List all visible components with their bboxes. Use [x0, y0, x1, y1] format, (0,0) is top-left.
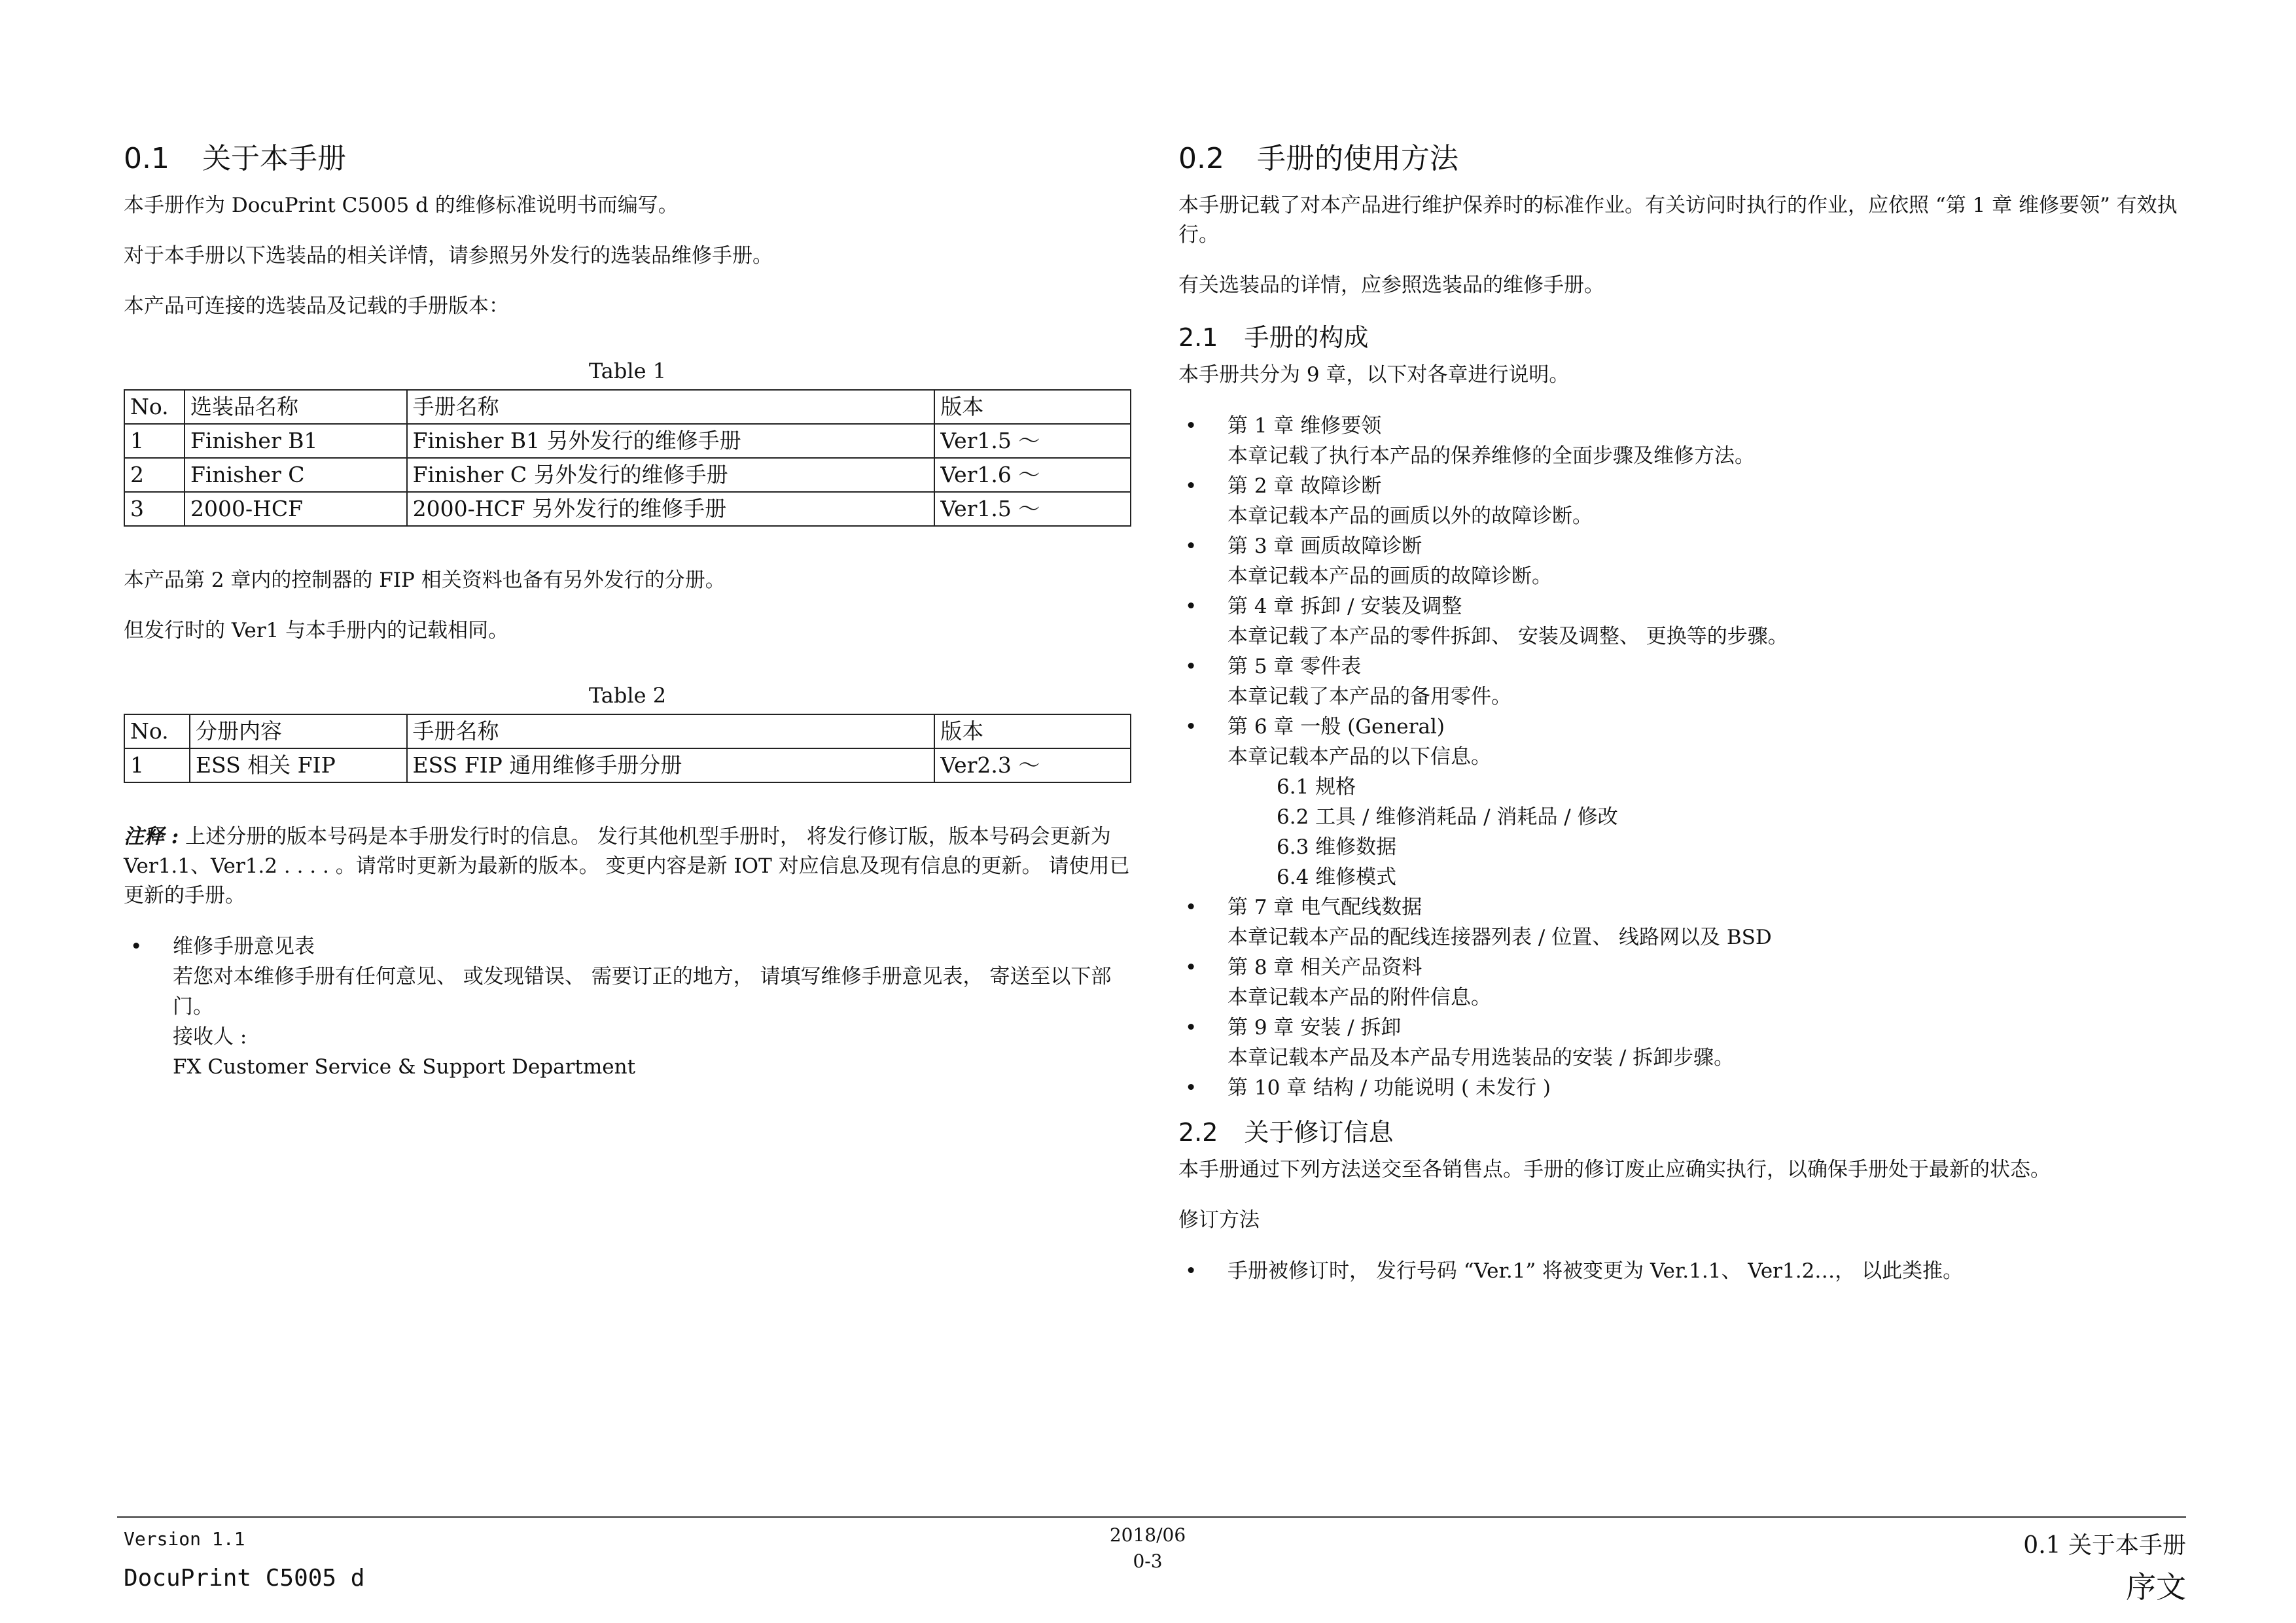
- table-cell: 1: [124, 748, 190, 782]
- feedback-text: 若您对本维修手册有任何意见、 或发现错误、 需要订正的地方， 请填写维修手册意见表， 寄送至以下部门。: [173, 965, 1112, 1019]
- table-header-cell: 分册内容: [190, 714, 407, 748]
- table-row: [124, 492, 1131, 526]
- table-cell: Ver1.6 ～: [934, 458, 1131, 492]
- subsection-heading-2-1: 2.1 手册的构成: [1178, 323, 1369, 352]
- table-cell: ESS FIP 通用维修手册分册: [407, 748, 935, 782]
- table-header-cell: No.: [124, 714, 190, 748]
- table-cell: Finisher C: [185, 458, 407, 492]
- feedback-title: 维修手册意见表: [173, 935, 315, 958]
- chapter-desc: 本章记载了本产品的零件拆卸、 安装及调整、 更换等的步骤。: [1227, 625, 1788, 648]
- paragraph: 本产品第 2 章内的控制器的 FIP 相关资料也备有另外发行的分册。: [124, 568, 726, 592]
- paragraph: 对于本手册以下选装品的相关详情，请参照另外发行的选装品维修手册。: [124, 244, 773, 268]
- table-header-cell: 选装品名称: [185, 390, 407, 424]
- chapter-title: 第 3 章 画质故障诊断: [1227, 534, 1422, 558]
- recipient-label: 接收人 :: [173, 1025, 247, 1049]
- bullet-icon: •: [1185, 1259, 1197, 1283]
- footer-chapter: 序文: [2126, 1569, 2186, 1605]
- chapter-title: 第 5 章 零件表: [1227, 655, 1362, 678]
- table-cell: 2000-HCF 另外发行的维修手册: [407, 492, 935, 526]
- list-item: [1178, 1013, 2186, 1073]
- table-cell: Ver1.5 ～: [934, 424, 1131, 458]
- table-cell: Finisher C 另外发行的维修手册: [407, 458, 935, 492]
- bullet-icon: •: [1185, 1016, 1197, 1039]
- list-item: [1178, 892, 2186, 952]
- table-cell: 2000-HCF: [185, 492, 407, 526]
- footer-divider: [117, 1516, 2186, 1518]
- list-item: [1178, 591, 2186, 652]
- list-item: [1178, 712, 2186, 892]
- paragraph: 本产品可连接的选装品及记载的手册版本：: [124, 294, 509, 318]
- chapter-desc: 本章记载本产品的配线连接器列表 / 位置、 线路网以及 BSD: [1227, 926, 1772, 949]
- paragraph: 本手册通过下列方法送交至各销售点。手册的修订废止应确实执行，以确保手册处于最新的状态。: [1178, 1158, 2051, 1181]
- table-2-caption: Table 2: [588, 683, 667, 708]
- list-item: [1178, 411, 2186, 471]
- bullet-icon: •: [1185, 534, 1197, 558]
- table-row: [124, 748, 1131, 782]
- table-header-cell: 手册名称: [407, 390, 935, 424]
- table-cell: Finisher B1: [185, 424, 407, 458]
- table-cell: ESS 相关 FIP: [190, 748, 407, 782]
- bullet-icon: •: [130, 935, 143, 958]
- chapter-desc: 本章记载本产品的画质以外的故障诊断。: [1227, 504, 1593, 528]
- table-cell: 3: [124, 492, 185, 526]
- table-header-row: [124, 714, 1131, 748]
- revision-list: [1178, 1256, 2186, 1286]
- chapter-desc: 本章记载本产品的附件信息。: [1227, 986, 1491, 1009]
- table-row: [124, 424, 1131, 458]
- chapter-6-subitem: 6.2 工具 / 维修消耗品 / 消耗品 / 修改: [1277, 805, 1618, 829]
- feedback-list: [124, 932, 1131, 1082]
- footer-section: 0.1 关于本手册: [2023, 1532, 2186, 1559]
- paragraph: 但发行时的 Ver1 与本手册内的记载相同。: [124, 619, 509, 642]
- chapter-title: 第 10 章 结构 / 功能说明 ( 未发行 ): [1227, 1076, 1551, 1100]
- list-item: [124, 932, 1131, 1082]
- subsection-heading-2-2: 2.2 关于修订信息: [1178, 1118, 1394, 1147]
- table-cell: Ver2.3 ～: [934, 748, 1131, 782]
- chapter-title: 第 7 章 电气配线数据: [1227, 896, 1422, 919]
- paragraph: 本手册记载了对本产品进行维护保养时的标准作业。有关访问时执行的作业，应依照 “第 1 章 维修要领” 有效执行。: [1178, 194, 2178, 247]
- note: [124, 822, 1131, 911]
- chapter-6-subitem: 6.4 维修模式: [1277, 865, 1397, 889]
- chapter-title: 第 6 章 一般 (General): [1227, 715, 1445, 739]
- bullet-icon: •: [1185, 1076, 1197, 1100]
- section-heading-0-1: 0.1 关于本手册: [124, 142, 346, 175]
- table-header-cell: No.: [124, 390, 185, 424]
- chapter-title: 第 9 章 安装 / 拆卸: [1227, 1016, 1402, 1039]
- bullet-icon: •: [1185, 595, 1197, 618]
- chapter-title: 第 1 章 维修要领: [1227, 414, 1382, 438]
- chapter-title: 第 4 章 拆卸 / 安装及调整: [1227, 595, 1462, 618]
- table-header-cell: 版本: [934, 714, 1131, 748]
- right-column: [1178, 140, 2186, 1299]
- list-item: [1178, 531, 2186, 591]
- list-item: [1178, 471, 2186, 531]
- bullet-icon: •: [1185, 956, 1197, 979]
- table-header-cell: 版本: [934, 390, 1131, 424]
- recipient: FX Customer Service & Support Department: [173, 1055, 636, 1079]
- list-item: [1178, 652, 2186, 712]
- table-cell: 1: [124, 424, 185, 458]
- paragraph: 修订方法: [1178, 1208, 1260, 1232]
- bullet-icon: •: [1185, 896, 1197, 919]
- bullet-icon: •: [1185, 474, 1197, 498]
- table-cell: Finisher B1 另外发行的维修手册: [407, 424, 935, 458]
- left-column: [124, 140, 1131, 1095]
- chapter-title: 第 8 章 相关产品资料: [1227, 956, 1422, 979]
- list-item: [1178, 1256, 2186, 1286]
- table-2: [124, 714, 1131, 783]
- chapter-6-subitem: 6.1 规格: [1277, 775, 1356, 799]
- section-heading-0-2: 0.2 手册的使用方法: [1178, 142, 1458, 175]
- revision-text: 手册被修订时， 发行号码 “Ver.1” 将被变更为 Ver.1.1、 Ver1.2…， 以此类推。: [1227, 1259, 1964, 1283]
- chapter-desc: 本章记载本产品的以下信息。: [1227, 745, 1491, 769]
- bullet-icon: •: [1185, 715, 1197, 739]
- footer-version: Version 1.1: [124, 1528, 245, 1550]
- chapter-6-subitem: 6.3 维修数据: [1277, 835, 1397, 859]
- table-cell: Ver1.5 ～: [934, 492, 1131, 526]
- footer-page-number: 0-3: [1133, 1550, 1163, 1572]
- chapter-list: [1178, 411, 2186, 1103]
- bullet-icon: •: [1185, 655, 1197, 678]
- table-cell: 2: [124, 458, 185, 492]
- list-item: [1178, 1073, 2186, 1103]
- table-1: [124, 389, 1131, 527]
- paragraph: 本手册共分为 9 章，以下对各章进行说明。: [1178, 363, 1570, 387]
- chapter-desc: 本章记载了执行本产品的保养维修的全面步骤及维修方法。: [1227, 444, 1755, 468]
- table-1-caption: Table 1: [588, 358, 667, 383]
- table-row: [124, 458, 1131, 492]
- chapter-title: 第 2 章 故障诊断: [1227, 474, 1382, 498]
- paragraph: 有关选装品的详情，应参照选装品的维修手册。: [1178, 273, 1604, 297]
- paragraph: 本手册作为 DocuPrint C5005 d 的维修标准说明书而编写。: [124, 194, 679, 217]
- footer-date: 2018/06: [1109, 1524, 1186, 1546]
- table-header-row: [124, 390, 1131, 424]
- note-label: 注释 :: [124, 825, 179, 848]
- list-item: [1178, 952, 2186, 1013]
- note-text: 上述分册的版本号码是本手册发行时的信息。 发行其他机型手册时， 将发行修订版，版本号码会更新为 Ver1.1、Ver1.2 . . . . 。请常时更新为最新的版本。 变更内容是新 IOT 对应信息及现有信息的更新。 请使用已更新的手册。: [124, 825, 1130, 907]
- footer-product: DocuPrint C5005 d: [124, 1565, 365, 1592]
- chapter-desc: 本章记载了本产品的备用零件。: [1227, 685, 1511, 708]
- chapter-desc: 本章记载本产品及本产品专用选装品的安装 / 拆卸步骤。: [1227, 1046, 1735, 1070]
- bullet-icon: •: [1185, 414, 1197, 438]
- chapter-desc: 本章记载本产品的画质的故障诊断。: [1227, 565, 1552, 588]
- table-header-cell: 手册名称: [407, 714, 935, 748]
